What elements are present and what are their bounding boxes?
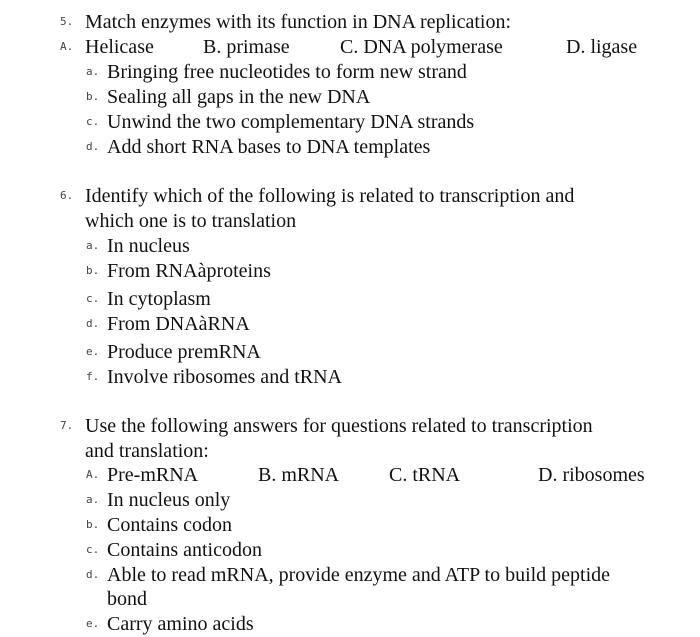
- option-b: B. primase: [203, 36, 290, 58]
- item-marker: c.: [86, 115, 100, 128]
- option-c: C. tRNA: [389, 464, 461, 486]
- list-item: In cytoplasm: [107, 288, 211, 310]
- question-prompt-continuation: which one is to translation: [85, 210, 297, 232]
- list-item: In nucleus: [107, 235, 190, 257]
- option-d: D. ligase: [566, 36, 638, 58]
- list-item: Able to read mRNA, provide enzyme and ATP to build peptide: [107, 564, 611, 586]
- list-item: Unwind the two complementary DNA strands: [107, 111, 475, 133]
- list-item: In nucleus only: [107, 489, 231, 511]
- item-marker: c.: [86, 292, 100, 305]
- list-item: From DNAàRNA: [107, 313, 250, 335]
- list-item: Bringing free nucleotides to form new strand: [107, 61, 467, 83]
- option-b: B. mRNA: [258, 464, 340, 486]
- item-marker: b.: [86, 518, 100, 531]
- list-item-continuation: bond: [107, 588, 147, 610]
- option-a: Pre-mRNA: [107, 464, 199, 486]
- question-number: 6.: [60, 189, 74, 202]
- question-prompt: Match enzymes with its function in DNA replication:: [85, 11, 512, 33]
- option-a: Helicase: [85, 36, 154, 58]
- item-marker: e.: [86, 345, 100, 358]
- item-marker: c.: [86, 543, 100, 556]
- item-marker: d.: [86, 568, 100, 581]
- question-number: 7.: [60, 419, 74, 432]
- options-marker: A.: [60, 40, 74, 53]
- item-marker: a.: [86, 239, 100, 252]
- item-marker: a.: [86, 65, 100, 78]
- item-marker: b.: [86, 264, 100, 277]
- item-marker: d.: [86, 317, 100, 330]
- item-marker: e.: [86, 617, 100, 630]
- list-item: Contains codon: [107, 514, 232, 536]
- list-item: Sealing all gaps in the new DNA: [107, 86, 371, 108]
- options-marker: A.: [86, 468, 100, 481]
- item-marker: b.: [86, 90, 100, 103]
- list-item: Produce premRNA: [107, 341, 261, 363]
- question-prompt: Use the following answers for questions related to transcription: [85, 415, 593, 437]
- list-item: Carry amino acids: [107, 613, 254, 635]
- question-prompt: Identify which of the following is related to transcription and: [85, 185, 575, 207]
- question-number: 5.: [60, 15, 74, 28]
- list-item: Involve ribosomes and tRNA: [107, 366, 342, 388]
- question-prompt-continuation: and translation:: [85, 440, 209, 462]
- list-item: Contains anticodon: [107, 539, 262, 561]
- item-marker: a.: [86, 493, 100, 506]
- item-marker: d.: [86, 140, 100, 153]
- option-d: D. ribosomes: [538, 464, 645, 486]
- option-c: C. DNA polymerase: [340, 36, 503, 58]
- list-item: From RNAàproteins: [107, 260, 271, 282]
- item-marker: f.: [86, 370, 100, 383]
- list-item: Add short RNA bases to DNA templates: [107, 136, 431, 158]
